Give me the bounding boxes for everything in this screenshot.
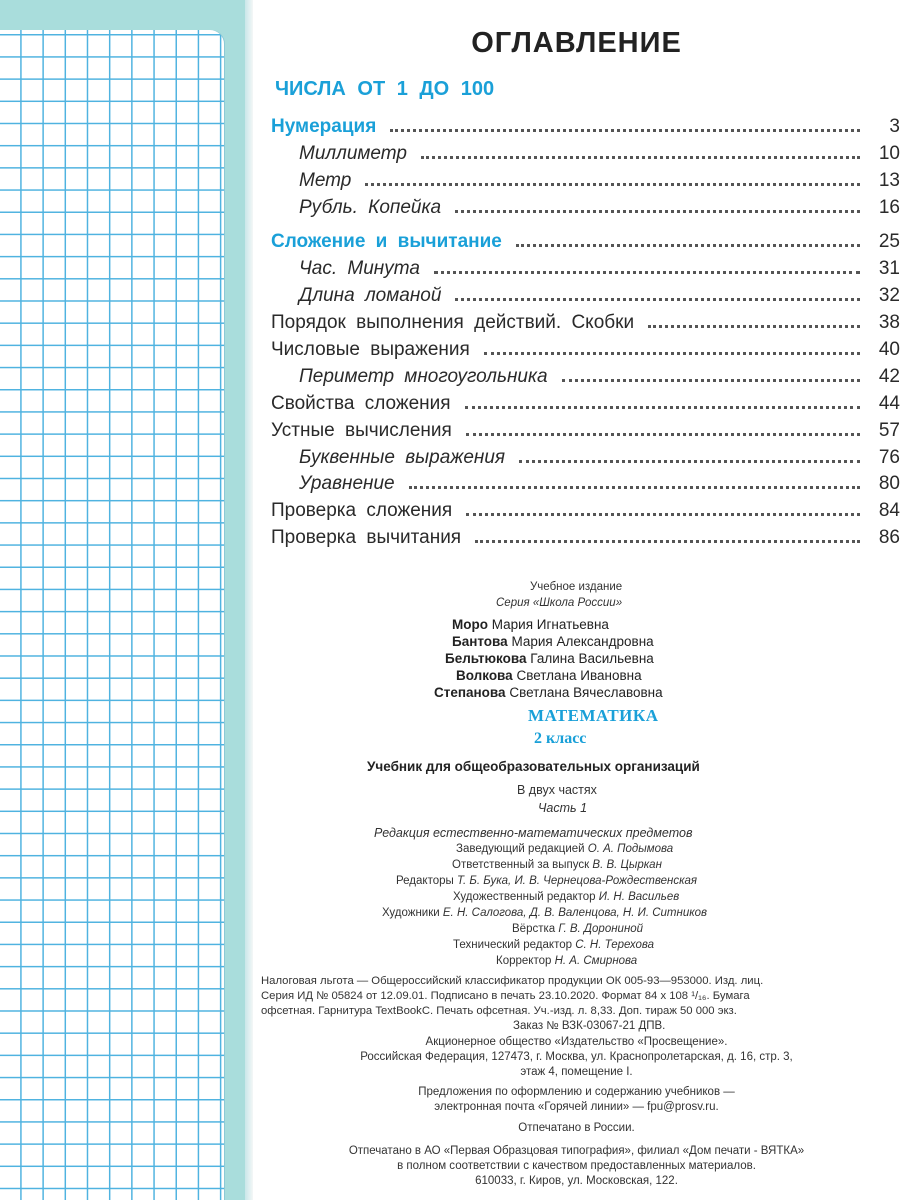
toc-entry-label: Проверка вычитания xyxy=(271,527,462,548)
leader-dots xyxy=(466,513,860,516)
toc-page-number: 3 xyxy=(889,116,900,137)
author-line xyxy=(434,685,663,700)
leader-dots xyxy=(421,156,860,159)
credit-role: Ответственный за выпуск xyxy=(452,859,590,871)
credit-role: Редакторы xyxy=(396,875,454,887)
toc-entry[interactable] xyxy=(253,362,900,388)
author-surname: Бельтюкова xyxy=(445,651,527,666)
credit-person: Г. В. Дорониной xyxy=(558,923,644,935)
author-line xyxy=(452,617,609,632)
toc-entry-label: Уравнение xyxy=(299,473,395,494)
suggestions-line: Предложения по оформлению и содержанию учебников — xyxy=(418,1086,735,1098)
toc-page-number: 44 xyxy=(878,393,900,414)
toc-entry[interactable] xyxy=(253,308,900,334)
printed-in: Отпечатано в России. xyxy=(518,1122,635,1134)
graph-paper-grid xyxy=(0,30,224,1200)
toc-entry-label: Буквенные выражения xyxy=(299,447,506,468)
toc-page-number: 42 xyxy=(878,366,900,387)
credit-line xyxy=(452,859,662,871)
subject-title: МАТЕМАТИКА xyxy=(528,706,659,725)
toc-page-number: 76 xyxy=(878,447,900,468)
parts-count: В двух частях xyxy=(517,783,597,797)
leader-dots xyxy=(409,486,860,489)
leader-dots xyxy=(519,460,860,463)
leader-dots xyxy=(365,183,860,186)
toc-entry-label: Нумерация xyxy=(271,116,377,137)
author-surname: Степанова xyxy=(434,685,506,700)
contents-page xyxy=(253,0,900,1200)
credit-line xyxy=(453,939,654,951)
toc-entry[interactable] xyxy=(253,496,900,522)
publisher-line: этаж 4, помещение I. xyxy=(520,1066,633,1078)
author-name: Мария Александровна xyxy=(511,634,654,649)
toc-entry[interactable] xyxy=(253,389,900,415)
tax-line: Серия ИД № 05824 от 12.09.01. Подписано в печать 23.10.2020. Формат 84 х 108 ¹/₁₆. Бумага xyxy=(261,990,750,1002)
editorial-office: Редакция естественно-математических предметов xyxy=(374,826,693,840)
toc-entry[interactable] xyxy=(253,416,900,442)
series: Серия «Школа России» xyxy=(496,597,623,609)
leader-dots xyxy=(475,540,860,543)
toc-page-number: 38 xyxy=(878,312,900,333)
credit-person: О. А. Подымова xyxy=(587,843,674,855)
toc-page-number: 16 xyxy=(878,197,900,218)
credit-line xyxy=(396,875,697,887)
toc-page-number: 10 xyxy=(878,143,900,164)
credit-line xyxy=(453,891,679,903)
printer-line: в полном соответствии с качеством предоставленных материалов. xyxy=(397,1160,756,1172)
author-name: Галина Васильевна xyxy=(530,651,654,666)
toc-entry-label: Сложение и вычитание xyxy=(271,231,502,252)
leader-dots xyxy=(455,298,860,301)
section-title: ЧИСЛА ОТ 1 ДО 100 xyxy=(275,78,495,100)
leader-dots xyxy=(465,406,860,409)
toc-entry-label: Метр xyxy=(299,170,352,191)
part-number: Часть 1 xyxy=(538,801,588,815)
toc-entry[interactable] xyxy=(253,443,900,469)
toc-page-number: 13 xyxy=(878,170,900,191)
toc-entry[interactable] xyxy=(253,139,900,165)
author-line xyxy=(456,668,642,683)
credit-role: Заведующий редакцией xyxy=(456,843,585,855)
endpaper xyxy=(0,0,245,1200)
toc-entry-label: Порядок выполнения действий. Скобки xyxy=(271,312,635,333)
suggestions-line: электронная почта «Горячей линии» — fpu@prosv.ru. xyxy=(434,1101,719,1113)
leader-dots xyxy=(562,379,860,382)
credit-person: С. Н. Терехова xyxy=(575,939,655,951)
printer-line: Отпечатано в АО «Первая Образцовая типография», филиал «Дом печати - ВЯТКА» xyxy=(348,1145,805,1157)
toc-entry-label: Миллиметр xyxy=(299,143,407,164)
leader-dots xyxy=(466,433,860,436)
tax-info xyxy=(261,974,893,1019)
credit-role: Художественный редактор xyxy=(453,891,596,903)
toc-page-number: 40 xyxy=(878,339,900,360)
author-surname: Бантова xyxy=(452,634,508,649)
leader-dots xyxy=(455,210,860,213)
toc-page-number: 57 xyxy=(878,420,900,441)
credit-line xyxy=(382,907,707,919)
toc-entry[interactable] xyxy=(253,469,900,495)
toc-entry-label: Проверка сложения xyxy=(271,500,453,521)
toc-entry-label: Рубль. Копейка xyxy=(299,197,442,218)
toc-page-number: 86 xyxy=(878,527,900,548)
grade: 2 класс xyxy=(534,730,587,747)
printer-line: 610033, г. Киров, ул. Московская, 122. xyxy=(475,1175,678,1187)
credit-role: Художники xyxy=(382,907,440,919)
toc-entry-label: Периметр многоугольника xyxy=(299,366,548,387)
leader-dots xyxy=(484,352,860,355)
order-number: Заказ № ВЗК-03067-21 ДПВ. xyxy=(513,1020,666,1032)
author-surname: Моро xyxy=(452,617,488,632)
toc-page-number: 31 xyxy=(878,258,900,279)
credit-role: Корректор xyxy=(496,955,552,967)
book-type: Учебник для общеобразовательных организаций xyxy=(367,759,700,774)
credit-line xyxy=(496,955,637,967)
credit-person: И. Н. Васильев xyxy=(598,891,680,903)
toc-page-number: 25 xyxy=(878,231,900,252)
toc-entry[interactable] xyxy=(253,281,900,307)
page-title: ОГЛАВЛЕНИЕ xyxy=(471,27,682,59)
author-surname: Волкова xyxy=(456,668,513,683)
leader-dots xyxy=(516,244,860,247)
toc-entry[interactable] xyxy=(253,193,900,219)
credit-role: Технический редактор xyxy=(453,939,572,951)
credit-line xyxy=(512,923,643,935)
toc-page-number: 84 xyxy=(878,500,900,521)
leader-dots xyxy=(434,271,860,274)
toc-entry-label: Длина ломаной xyxy=(299,285,442,306)
author-line xyxy=(445,651,654,666)
publisher-line: Акционерное общество «Издательство «Просвещение». xyxy=(425,1036,728,1048)
credit-person: Е. Н. Салогова, Д. В. Валенцова, Н. И. Ситников xyxy=(442,907,708,919)
toc-entry[interactable] xyxy=(253,112,900,138)
toc-entry-label: Час. Минута xyxy=(299,258,420,279)
author-name: Мария Игнатьевна xyxy=(491,617,609,632)
toc-entry[interactable] xyxy=(253,335,900,361)
leader-dots xyxy=(390,129,860,132)
toc-entry-label: Свойства сложения xyxy=(271,393,451,414)
toc-entry[interactable] xyxy=(253,227,900,253)
credit-person: В. В. Цыркан xyxy=(592,859,662,871)
tax-line: офсетная. Гарнитура TextBookC. Печать офсетная. Уч.-изд. л. 8,33. Доп. тираж 50 000 экз. xyxy=(261,1005,737,1017)
author-name: Светлана Вячеславовна xyxy=(509,685,663,700)
author-name: Светлана Ивановна xyxy=(516,668,642,683)
toc-entry[interactable] xyxy=(253,523,900,549)
credit-person: Н. А. Смирнова xyxy=(554,955,638,967)
tax-line: Налоговая льгота — Общероссийский классификатор продукции ОК 005-93—953000. Изд. лиц. xyxy=(261,975,764,987)
leader-dots xyxy=(648,325,860,328)
toc-page-number: 32 xyxy=(878,285,900,306)
toc-entry-label: Числовые выражения xyxy=(271,339,470,360)
credit-line xyxy=(456,843,673,855)
credit-person: Т. Б. Бука, И. В. Чернецова-Рождественская xyxy=(456,875,698,887)
toc-page-number: 80 xyxy=(878,473,900,494)
book-gutter xyxy=(245,0,253,1200)
author-line xyxy=(452,634,654,649)
toc-entry[interactable] xyxy=(253,166,900,192)
edition-type: Учебное издание xyxy=(530,581,623,593)
toc-entry-label: Устные вычисления xyxy=(271,420,452,441)
publisher-line: Российская Федерация, 127473, г. Москва, ул. Краснопролетарская, д. 16, стр. 3, xyxy=(360,1051,793,1063)
credit-role: Вёрстка xyxy=(512,923,556,935)
toc-entry[interactable] xyxy=(253,254,900,280)
